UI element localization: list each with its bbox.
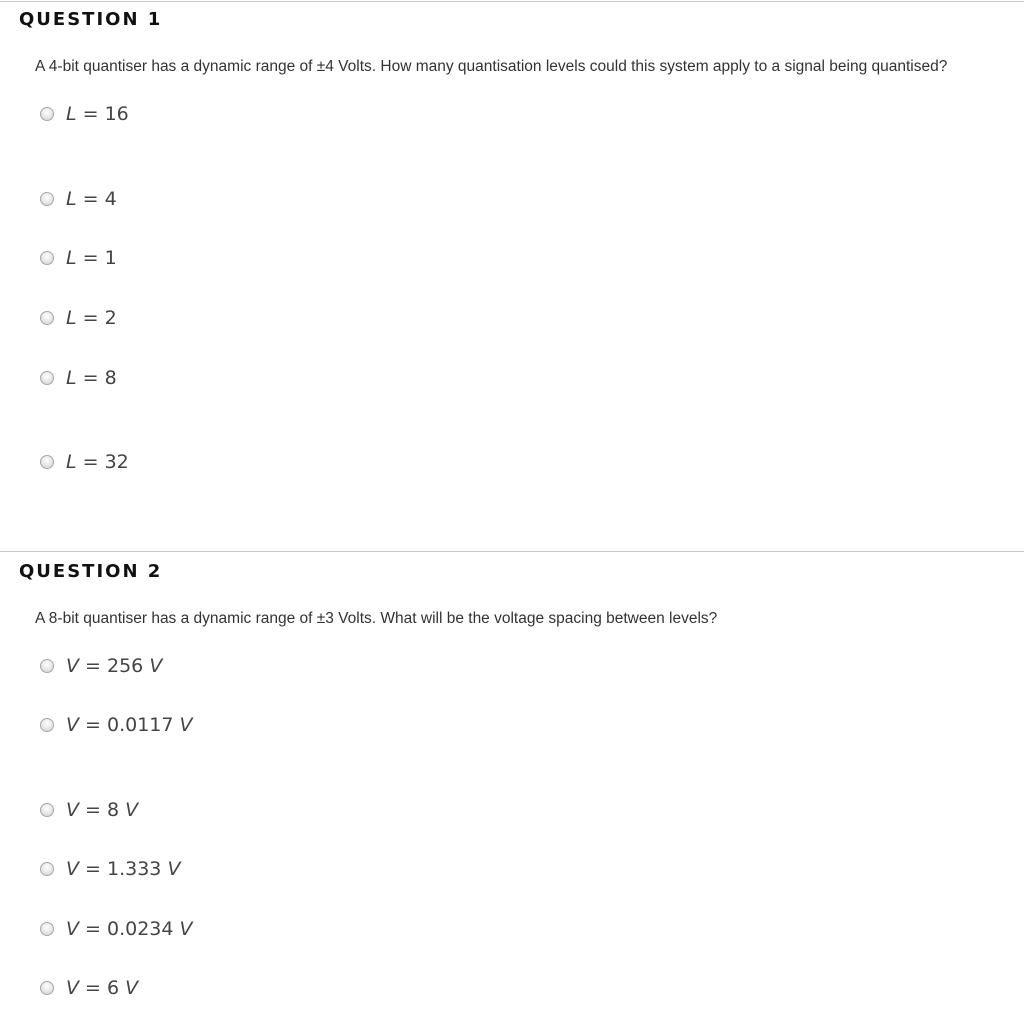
question-2-option-3[interactable]	[40, 799, 138, 821]
radio-button[interactable]	[40, 107, 54, 121]
question-2-option-5[interactable]	[40, 918, 193, 940]
option-label: L = 4	[66, 188, 117, 210]
question-1-option-1[interactable]	[40, 103, 129, 125]
question-2-option-4[interactable]	[40, 858, 180, 880]
question-1-option-4[interactable]	[40, 307, 117, 329]
radio-button[interactable]	[40, 803, 54, 817]
radio-button[interactable]	[40, 862, 54, 876]
option-label: V = 0.0117 V	[66, 714, 193, 736]
question-1-option-5[interactable]	[40, 367, 117, 389]
option-label: V = 6 V	[66, 977, 139, 999]
radio-button[interactable]	[40, 922, 54, 936]
question-1-option-3[interactable]	[40, 247, 117, 269]
question-1-option-6[interactable]	[40, 451, 129, 473]
option-label: L = 1	[66, 247, 117, 269]
question-2-heading: QUESTION 2	[19, 561, 163, 582]
option-label: L = 2	[66, 307, 117, 329]
radio-button[interactable]	[40, 659, 54, 673]
radio-button[interactable]	[40, 981, 54, 995]
radio-button[interactable]	[40, 371, 54, 385]
radio-button[interactable]	[40, 311, 54, 325]
option-label: V = 256 V	[66, 655, 163, 677]
radio-button[interactable]	[40, 251, 54, 265]
question-2-option-6[interactable]	[40, 977, 138, 999]
option-label: V = 1.333 V	[66, 858, 181, 880]
radio-button[interactable]	[40, 455, 54, 469]
question-1-option-2[interactable]	[40, 188, 117, 210]
radio-button[interactable]	[40, 192, 54, 206]
question-1-top-divider	[0, 1, 1024, 2]
question-2-text: A 8-bit quantiser has a dynamic range of ±3 Volts. What will be the voltage spacing between levels?	[35, 610, 718, 627]
option-label: L = 32	[66, 451, 129, 473]
question-1-text: A 4-bit quantiser has a dynamic range of ±4 Volts. How many quantisation levels could this system apply to a signal being quantised?	[35, 58, 948, 75]
option-label: V = 0.0234 V	[66, 918, 193, 940]
question-2-option-1[interactable]	[40, 655, 162, 677]
question-1-heading: QUESTION 1	[19, 9, 163, 30]
option-label: V = 8 V	[66, 799, 139, 821]
question-2-option-2[interactable]	[40, 714, 193, 736]
radio-button[interactable]	[40, 718, 54, 732]
option-label: L = 16	[66, 103, 129, 125]
option-label: L = 8	[66, 367, 117, 389]
question-2-top-divider	[0, 551, 1024, 552]
